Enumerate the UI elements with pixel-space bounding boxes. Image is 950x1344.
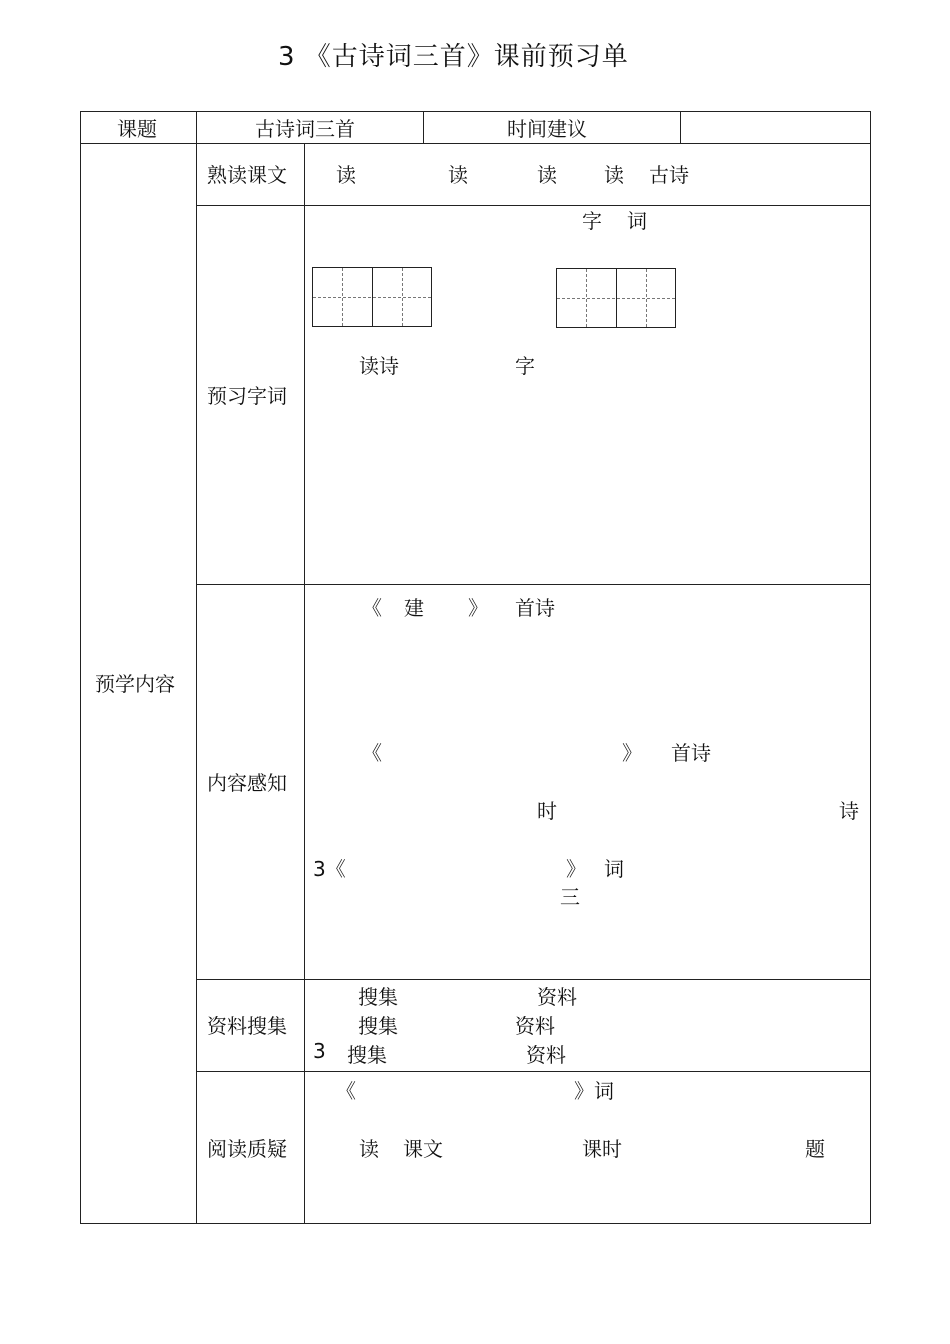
time-label: 时间建议 — [507, 117, 587, 141]
content-text: 三 — [560, 885, 580, 909]
question-text: 题 — [805, 1137, 825, 1161]
page-title: 3 《古诗词三首》课前预习单 — [278, 42, 629, 72]
vocab-top-text: 字 — [582, 209, 602, 233]
topic-label: 课题 — [117, 117, 157, 141]
content-text: 首诗 — [515, 596, 555, 620]
content-text: 首诗 — [671, 741, 711, 765]
vocab-label: 预习字词 — [207, 384, 287, 408]
content-text: 词 — [604, 857, 624, 881]
content-text: 》 — [468, 596, 488, 620]
question-text: 读 — [359, 1137, 379, 1161]
content-text: 时 — [537, 799, 557, 823]
topic-value: 古诗词三首 — [255, 117, 355, 141]
material-text: 资料 — [526, 1043, 566, 1067]
tianzige-box-right[interactable] — [556, 268, 676, 328]
read-item: 古诗 — [649, 163, 689, 187]
content-text: 3《 — [313, 857, 346, 881]
read-item: 读 — [448, 163, 468, 187]
content-label: 内容感知 — [207, 771, 287, 795]
material-label: 资料搜集 — [207, 1014, 287, 1038]
material-text: 搜集 — [358, 985, 398, 1009]
content-text: 建 — [404, 596, 424, 620]
content-text: 《 — [362, 596, 382, 620]
question-text: 课文 — [403, 1137, 443, 1161]
vocab-top-text: 词 — [627, 209, 647, 233]
material-text: 资料 — [537, 985, 577, 1009]
vocab-bottom-text: 字 — [515, 354, 535, 378]
content-text: 》 — [622, 741, 642, 765]
vocab-bottom-text: 读诗 — [359, 354, 399, 378]
tianzige-box-left[interactable] — [312, 267, 432, 327]
material-text: 资料 — [515, 1014, 555, 1038]
question-text: 课时 — [582, 1137, 622, 1161]
read-label: 熟读课文 — [207, 163, 287, 187]
question-text: 》词 — [574, 1079, 614, 1103]
material-text: 搜集 — [347, 1043, 387, 1067]
question-text: 《 — [336, 1079, 356, 1103]
material-text: 搜集 — [358, 1014, 398, 1038]
content-text: 》 — [566, 857, 586, 881]
read-item: 读 — [336, 163, 356, 187]
read-item: 读 — [604, 163, 624, 187]
question-label: 阅读质疑 — [207, 1137, 287, 1161]
material-text: 3 — [313, 1039, 326, 1063]
main-section-label: 预学内容 — [95, 672, 175, 696]
content-text: 诗 — [839, 799, 859, 823]
read-item: 读 — [537, 163, 557, 187]
content-text: 《 — [362, 741, 382, 765]
